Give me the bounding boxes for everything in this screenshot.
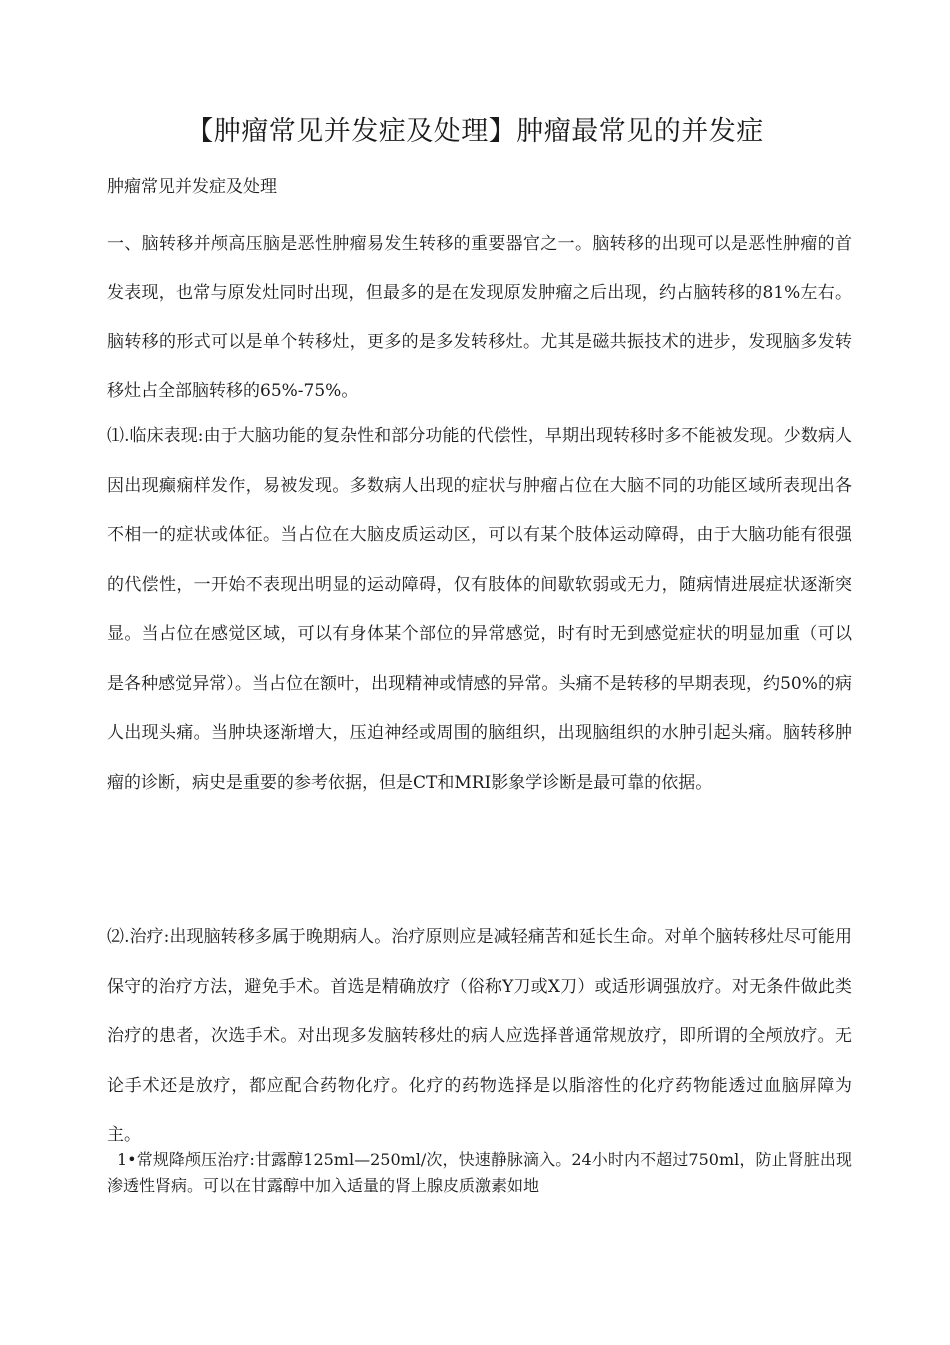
paragraph-treatment: ⑵.治疗:出现脑转移多属于晚期病人。治疗原则应是减轻痛苦和延长生命。对单个脑转移灶尽可能用保守的治疗方法，避免手术。首选是精确放疗（俗称Y刀或X刀）或适形调强放疗。对无条件做此类治疗的患者，次选手术。对出现多发脑转移灶的病人应选择普通常规放疗，即所谓的全颅放疗。无论手术还是放疗，都应配合药物化疗。化疗的药物选择是以脂溶性的化疗药物能透过血脑屏障为主。 [107, 927, 852, 1145]
paragraph-brain-metastasis: 一、脑转移并颅高压脑是恶性肿瘤易发生转移的重要器官之一。脑转移的出现可以是恶性肿瘤的首发表现，也常与原发灶同时出现，但最多的是在发现原发肿瘤之后出现，约占脑转移的81%左右。脑转移的形式可以是单个转移灶，更多的是多发转移灶。尤其是磁共振技术的进步，发现脑多发转移灶占全部脑转移的65%-75%。 [107, 234, 852, 401]
paragraph-clinical-manifestation: ⑴.临床表现:由于大脑功能的复杂性和部分功能的代偿性，早期出现转移时多不能被发现。少数病人因出现癫痫样发作，易被发现。多数病人出现的症状与肿瘤占位在大脑不同的功能区域所表现出各不相一的症状或体征。当占位在大脑皮质运动区，可以有某个肢体运动障碍，由于大脑功能有很强的代偿性，一开始不表现出明显的运动障碍，仅有肢体的间歇软弱或无力，随病情进展症状逐渐突显。当占位在感觉区域，可以有身体某个部位的异常感觉，时有时无到感觉症状的明显加重（可以是各种感觉异常）。当占位在额叶，出现精神或情感的异常。头痛不是转移的早期表现，约50%的病人出现头痛。当肿块逐渐增大，压迫神经或周围的脑组织，出现脑组织的水肿引起头痛。脑转移肿瘤的诊断，病史是重要的参考依据，但是CT和MRI影象学诊断是最可靠的依据。 [107, 426, 852, 793]
document-title: 【肿瘤常见并发症及处理】肿瘤最常见的并发症 [186, 116, 764, 147]
document-subtitle: 肿瘤常见并发症及处理 [107, 177, 277, 197]
paragraph-intracranial-pressure-treatment: 1•常规降颅压治疗:甘露醇125ml—250ml/次，快速静脉滴入。24小时内不超过750ml，防止肾脏出现渗透性肾病。可以在甘露醇中加入适量的肾上腺皮质激素如地 [107, 1150, 852, 1195]
